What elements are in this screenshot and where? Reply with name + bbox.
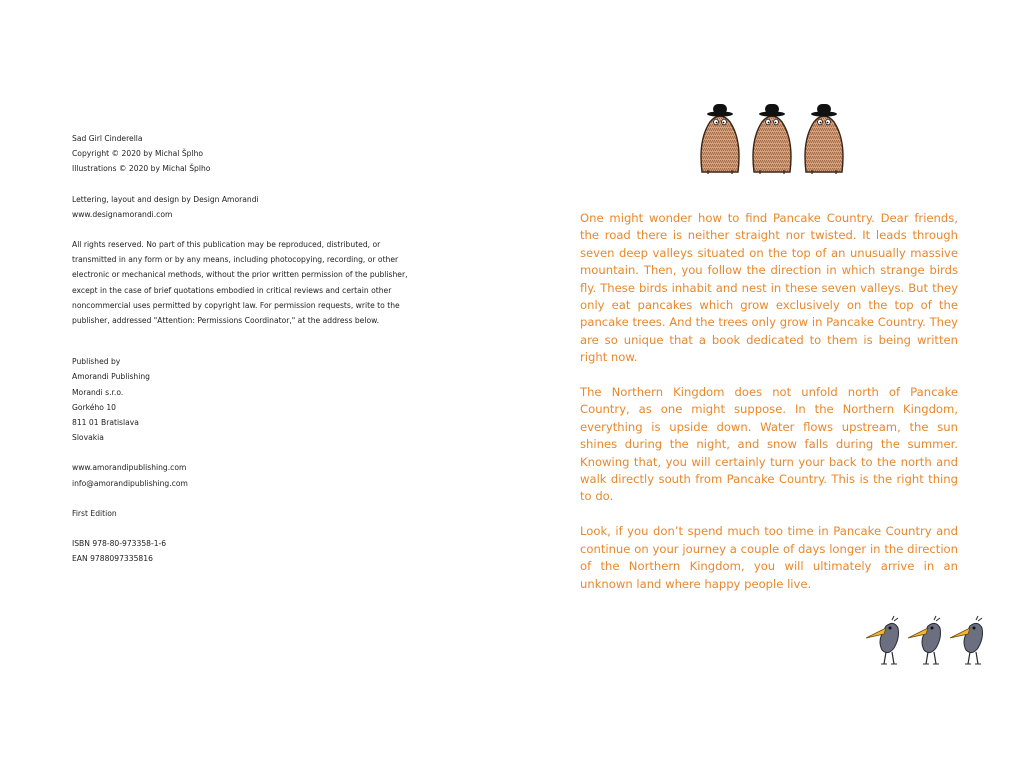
- publisher-line: Published by: [72, 357, 121, 367]
- figure-1: [701, 104, 739, 174]
- edition-line: First Edition: [72, 508, 117, 518]
- copyright-line: Copyright © 2020 by Michal Šplho: [72, 149, 204, 159]
- edition: [72, 506, 442, 521]
- publisher-line: Morandi s.r.o.: [72, 387, 124, 397]
- bird-3: [950, 616, 983, 664]
- publisher-email-link[interactable]: info@amorandipublishing.com: [72, 478, 188, 488]
- rights-line: electronic or mechanical methods, without the prior written permission of the publisher,: [72, 270, 408, 280]
- ean-line: EAN 9788097335816: [72, 554, 153, 564]
- publisher-line: Amorandi Publishing: [72, 372, 150, 382]
- design-credit-line: Lettering, layout and design by Design Amorandi: [72, 194, 259, 204]
- bird-1: [866, 616, 899, 664]
- book-codes: [72, 536, 442, 566]
- three-birds-illustration: [862, 614, 992, 666]
- right-page: [512, 0, 1024, 768]
- publisher-website-link[interactable]: www.amorandipublishing.com: [72, 463, 187, 473]
- isbn-line: ISBN 978-80-973358-1-6: [72, 539, 167, 549]
- rights-line: All rights reserved. No part of this publication may be reproduced, distributed, or: [72, 240, 381, 250]
- story-paragraph-2: The Northern Kingdom does not unfold north of Pancake Country, as one might suppose. In the Northern Kingdom, everything is upside down. Water flows upstream, the sun shines during the night, and snow falls during the summer. Knowing that, you will certainly turn your back to the north and walk directly south from Pancake Country. This is the right thing to do.: [580, 385, 958, 504]
- figure-3: [805, 104, 843, 174]
- publisher-line: Slovakia: [72, 433, 104, 443]
- bird-2: [908, 616, 941, 664]
- rights-line: publisher, addressed "Attention: Permissions Coordinator," at the address below.: [72, 316, 380, 326]
- copyright-block: [72, 131, 442, 566]
- story-paragraph-1: One might wonder how to find Pancake Country. Dear friends, the road there is neither straight nor twisted. It leads through seven deep valleys situated on the top of an unusually massive mountain. Then, you follow the direction in which strange birds fly. These birds inhabit and nest in these seven valleys. But they only eat pancakes which grow exclusively on the top of the pancake trees. And the trees only grow in Pancake Country. They are so unique that a book dedicated to them is being written right now.: [580, 211, 958, 365]
- three-figures-illustration: [692, 100, 852, 176]
- rights-notice: [72, 237, 442, 328]
- publisher-line: Gorkého 10: [72, 402, 116, 412]
- rights-line: transmitted in any form or by any means, including photocopying, recording, or other: [72, 255, 399, 265]
- title-info: [72, 131, 442, 177]
- publisher-line: 811 01 Bratislava: [72, 418, 139, 428]
- contacts: [72, 460, 442, 490]
- rights-line: noncommercial uses permitted by copyright law. For permission requests, write to the: [72, 300, 400, 310]
- design-credit: [72, 192, 442, 222]
- story-paragraph-3: Look, if you don’t spend much too time in Pancake Country and continue on your journey a couple of days longer in the direction of the Northern Kingdom, you will ultimately arrive in an unknown land where happy people live.: [580, 524, 958, 591]
- publisher-info: [72, 354, 442, 445]
- rights-line: except in the case of brief quotations embodied in critical reviews and certain other: [72, 285, 392, 295]
- book-title-line: Sad Girl Cinderella: [72, 134, 143, 143]
- story-text: [580, 210, 958, 610]
- figure-2: [753, 104, 791, 174]
- illustrations-line: Illustrations © 2020 by Michal Šplho: [72, 164, 211, 174]
- design-website-link[interactable]: www.designamorandi.com: [72, 209, 173, 219]
